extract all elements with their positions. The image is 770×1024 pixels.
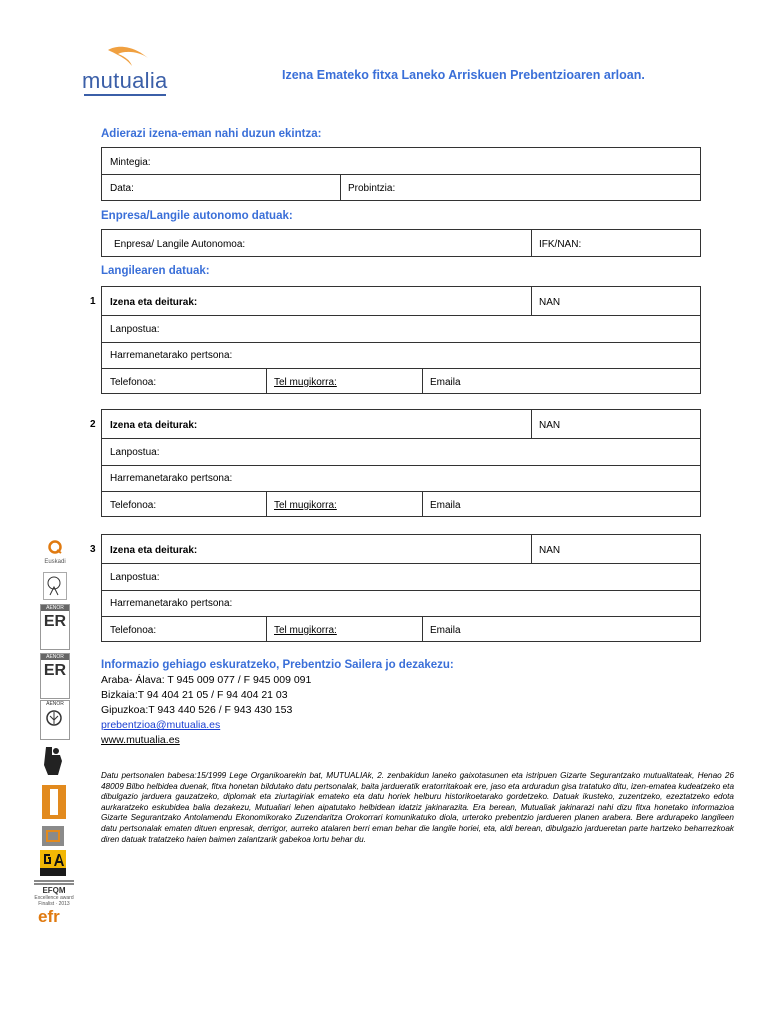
worker-1-name-field[interactable]: Izena eta deiturak: [110,297,198,308]
worker-3-contact-field[interactable]: Harremanetarako pertsona: [110,598,233,609]
worker-1-lanpostua-field[interactable]: Lanpostua: [110,324,160,335]
worker-3-name-field[interactable]: Izena eta deiturak: [110,545,198,556]
worker-3-lanpostua-field[interactable]: Lanpostua: [110,572,160,583]
ga-emblem [40,850,66,876]
mintegia-field[interactable]: Mintegia: [110,157,151,168]
aenor-environment-badge [40,700,70,740]
aenor-er-badge-1 [40,604,70,650]
ifk-field[interactable]: IFK/NAN: [539,239,582,250]
worker-2-phone-field[interactable]: Telefonoa: [110,500,157,511]
efr-logo: efr [38,907,60,926]
quality-q-icon [47,540,63,554]
info-gipuzkoa: Gipuzkoa:T 943 440 526 / F 943 430 153 [101,704,293,716]
company-field[interactable]: Enpresa/ Langile Autonomoa: [114,239,246,250]
environment-leaf-icon [41,707,67,729]
worker-2-lanpostua-field[interactable]: Lanpostua: [110,447,160,458]
euskadi-label: Euskadi [44,559,66,565]
efqm-label: EFQM [42,886,66,895]
aenor-label-3: AENOR [46,701,64,707]
page-title: Izena Emateko fitxa Laneko Arriskuen Prebentzioaren arloan. [282,68,645,82]
logo-text: mutualia [82,68,168,93]
info-heading: Informazio gehiago eskuratzeko, Prebentzio Sailera jo dezakezu: [101,659,454,671]
aenor-er-badge-2 [40,653,70,699]
worker-3-table [101,534,701,642]
worker-2-name-field[interactable]: Izena eta deiturak: [110,420,198,431]
grey-emblem [42,826,64,846]
logo-underline [84,94,166,96]
section-workers-heading: Langilearen datuak: [101,265,210,277]
worker-1-number: 1 [90,296,96,307]
legal-notice: Datu pertsonalen babesa:15/1999 Lege Organikoarekin bat, MUTUALIAk, 2. zenbakidun laneko gaixotasunen eta istripuen Gizarte Segurantzako mutualitateak, Henao 26 48009 Bilbo helbidea duenak, fitxa honetan bildutako datu pertsonalak, baita jardueratik eratorritakoak ere, jaso eta arduradun gisa tratatuko ditu, izen-ematea kudeatzeko eta dibulgazio jarduera gauzatzeko, diplomak eta ziurtagiriak emateko eta datu horiek helburu historikoetarako gordetzeko. Datuak ikusteko, zuzentzeko, ezeztatzeko edota aurkaratzeko eskubidea balia dezakezu, Mutualiari lehen aipatutako helbidean idatziz jakinarazita. Era berean, Mutualiak jakinarazi nahi dizu fitxa honetako informazioa Gizarte Segurantzako Antolamendu Ekonomikorako Zuzendaritza Orokorrari komunikatuko diola, urteroko prebentzio jardueren planen arabera. Bere ardurapeko langileen datu pertsonalak ematen dituen enpresak, derrigor, aurreko atalaren berri eman behar die langile horiei, eta, aldi berean, dibulgazio jardueretan parte hartzeko beharrezkoak diren datuak tratatzeko haien baimen zalantzarik gabekoa lortu behar du. [101,771,734,844]
aenor-label-2: AENOR [41,654,69,660]
efqm-sub: Excellence award [34,895,74,901]
ga-icon [40,850,66,876]
worker-1-email-field[interactable]: Emaila [430,377,461,388]
worker-1-phone-field[interactable]: Telefonoa: [110,377,157,388]
worker-3-phone-field[interactable]: Telefonoa: [110,625,157,636]
figure-emblem [42,745,66,779]
worker-2-contact-field[interactable]: Harremanetarako pertsona: [110,473,233,484]
worker-2-number: 2 [90,419,96,430]
worker-2-email-field[interactable]: Emaila [430,500,461,511]
efqm-year: Finalist · 2013 [38,901,70,907]
logo-swoosh-icon [104,44,154,70]
worker-2-nan-field[interactable]: NAN [539,420,561,431]
mutualia-logo [82,44,172,98]
info-araba: Araba- Álava: T 945 009 077 / F 945 009 091 [101,674,312,686]
seal-badge [43,572,67,600]
worker-3-mobile-field[interactable]: Tel mugikorra: [274,625,337,636]
email-link[interactable]: prebentzioa@mutualia.es [101,719,221,731]
website-link[interactable]: www.mutualia.es [101,734,180,746]
section-company-heading: Enpresa/Langile autonomo datuak: [101,210,293,222]
company-table [101,229,701,257]
worker-3-nan-field[interactable]: NAN [539,545,561,556]
probintzia-field[interactable]: Probintzia: [348,183,396,194]
seal-icon [44,573,64,597]
data-field[interactable]: Data: [110,183,134,194]
worker-2-table [101,409,701,517]
worker-1-nan-field[interactable]: NAN [539,297,561,308]
aenor-label-1: AENOR [41,605,69,611]
section-activity-heading: Adierazi izena-eman nahi duzun ekintza: [101,128,322,140]
worker-2-mobile-field[interactable]: Tel mugikorra: [274,500,337,511]
activity-table [101,147,701,201]
er-label-2: ER [43,662,67,679]
badges-column [34,540,74,930]
worker-3-email-field[interactable]: Emaila [430,625,461,636]
info-block [101,673,311,748]
worker-3-number: 3 [90,544,96,555]
figure-emblem-icon [42,745,66,779]
worker-1-table [101,286,701,394]
er-label-1: ER [43,613,67,630]
orange-emblem [42,785,66,819]
euskadi-quality-badge [42,540,68,570]
worker-1-mobile-field[interactable]: Tel mugikorra: [274,377,337,388]
worker-1-contact-field[interactable]: Harremanetarako pertsona: [110,350,233,361]
efqm-badge [34,880,74,910]
info-bizkaia: Bizkaia:T 94 404 21 05 / F 94 404 21 03 [101,689,288,701]
